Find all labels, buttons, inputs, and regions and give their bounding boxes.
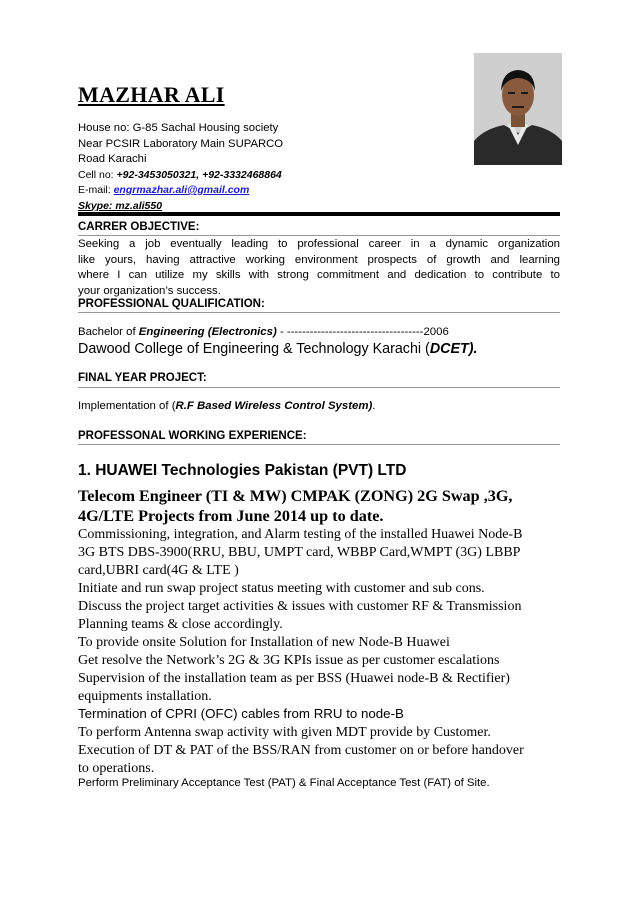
objective-line: like yours, having attractive working environment prospects of growth and learning bbox=[78, 253, 560, 266]
skype-line: Skype: mz.ali550 bbox=[78, 199, 163, 212]
project-prefix: Implementation of ( bbox=[78, 400, 176, 412]
objective-paragraph bbox=[78, 237, 560, 299]
degree-year: - ------------------------------------2006 bbox=[276, 326, 449, 338]
duty-item: Initiate and run swap project status meeting with customer and sub cons. bbox=[78, 581, 485, 596]
company-name: 1. HUAWEI Technologies Pakistan (PVT) LTD bbox=[78, 462, 407, 479]
degree-prefix: Bachelor of bbox=[78, 326, 139, 338]
project-line bbox=[78, 400, 375, 412]
duty-item: Commissioning, integration, and Alarm testing of the installed Huawei Node-B bbox=[78, 527, 523, 542]
duty-item: to operations. bbox=[78, 761, 155, 776]
degree-line bbox=[78, 326, 449, 338]
job-title-line: 4G/LTE Projects from June 2014 up to date. bbox=[78, 507, 384, 525]
email-link[interactable]: engrmazhar.ali@gmail.com bbox=[113, 184, 250, 196]
college-abbr: DCET). bbox=[429, 341, 478, 357]
header-divider bbox=[78, 212, 560, 216]
duty-item: Discuss the project target activities & issues with customer RF & Transmission bbox=[78, 599, 522, 614]
objective-line: your organization’s success. bbox=[78, 284, 221, 297]
project-suffix: . bbox=[372, 400, 376, 412]
duty-item: card,UBRI card(4G & LTE ) bbox=[78, 563, 239, 578]
duty-item: equipments installation. bbox=[78, 689, 212, 704]
duty-item: Termination of CPRI (OFC) cables from RRU to node-B bbox=[78, 706, 404, 721]
duty-item: Perform Preliminary Acceptance Test (PAT) & Final Acceptance Test (FAT) of Site. bbox=[78, 777, 490, 789]
candidate-name: MAZHAR ALI bbox=[78, 82, 225, 107]
duties-list-1 bbox=[78, 526, 568, 706]
objective-heading: CARRER OBJECTIVE: bbox=[78, 221, 200, 233]
college-line bbox=[78, 341, 477, 357]
qualification-divider bbox=[78, 312, 560, 313]
duty-item: To provide onsite Solution for Installation of new Node-B Huawei bbox=[78, 635, 450, 650]
job-title-line: Telecom Engineer (TI & MW) CMPAK (ZONG) 2G Swap ,3G, bbox=[78, 487, 513, 505]
email-line bbox=[78, 183, 458, 199]
experience-divider bbox=[78, 444, 560, 445]
college-name: Dawood College of Engineering & Technology Karachi ( bbox=[78, 341, 430, 357]
duty-item: 3G BTS DBS-3900(RRU, BBU, UMPT card, WBBP Card,WMPT (3G) LBBP bbox=[78, 545, 521, 560]
cell-line bbox=[78, 168, 458, 184]
duty-item: Supervision of the installation team as per BSS (Huawei node-B & Rectifier) bbox=[78, 671, 510, 686]
duty-item: To perform Antenna swap activity with given MDT provide by Customer. bbox=[78, 725, 491, 740]
cell-label: Cell no: bbox=[78, 168, 117, 181]
qualification-heading: PROFESSIONAL QUALIFICATION: bbox=[78, 298, 265, 310]
address-line-2: Near PCSIR Laboratory Main SUPARCO bbox=[78, 137, 284, 150]
objective-divider bbox=[78, 235, 560, 236]
degree-name: Engineering (Electronics) bbox=[138, 326, 277, 338]
project-heading: FINAL YEAR PROJECT: bbox=[78, 372, 207, 384]
duty-item: Execution of DT & PAT of the BSS/RAN from customer on or before handover bbox=[78, 743, 524, 758]
address-line-3: Road Karachi bbox=[78, 153, 147, 165]
objective-line: Seeking a job eventually leading to professional career in a dynamic organization bbox=[78, 238, 560, 250]
profile-photo bbox=[474, 53, 562, 165]
job-title bbox=[78, 486, 568, 526]
address-line-1: House no: G-85 Sachal Housing society bbox=[78, 122, 279, 134]
duties-list-2 bbox=[78, 724, 568, 778]
contact-block bbox=[78, 121, 458, 214]
cell-value: +92-3453050321, +92-3332468864 bbox=[116, 168, 282, 181]
duty-item: Get resolve the Network’s 2G & 3G KPIs issue as per customer escalations bbox=[78, 653, 500, 668]
portrait-image bbox=[474, 53, 562, 165]
experience-heading: PROFESSONAL WORKING EXPERIENCE: bbox=[78, 430, 307, 442]
project-divider bbox=[78, 387, 560, 388]
objective-line: where I can utilize my skills with strong commitment and dedication to contribute to bbox=[78, 269, 560, 281]
email-label: E-mail: bbox=[78, 184, 114, 196]
project-title: R.F Based Wireless Control System) bbox=[175, 400, 373, 412]
duty-item: Planning teams & close accordingly. bbox=[78, 617, 283, 632]
